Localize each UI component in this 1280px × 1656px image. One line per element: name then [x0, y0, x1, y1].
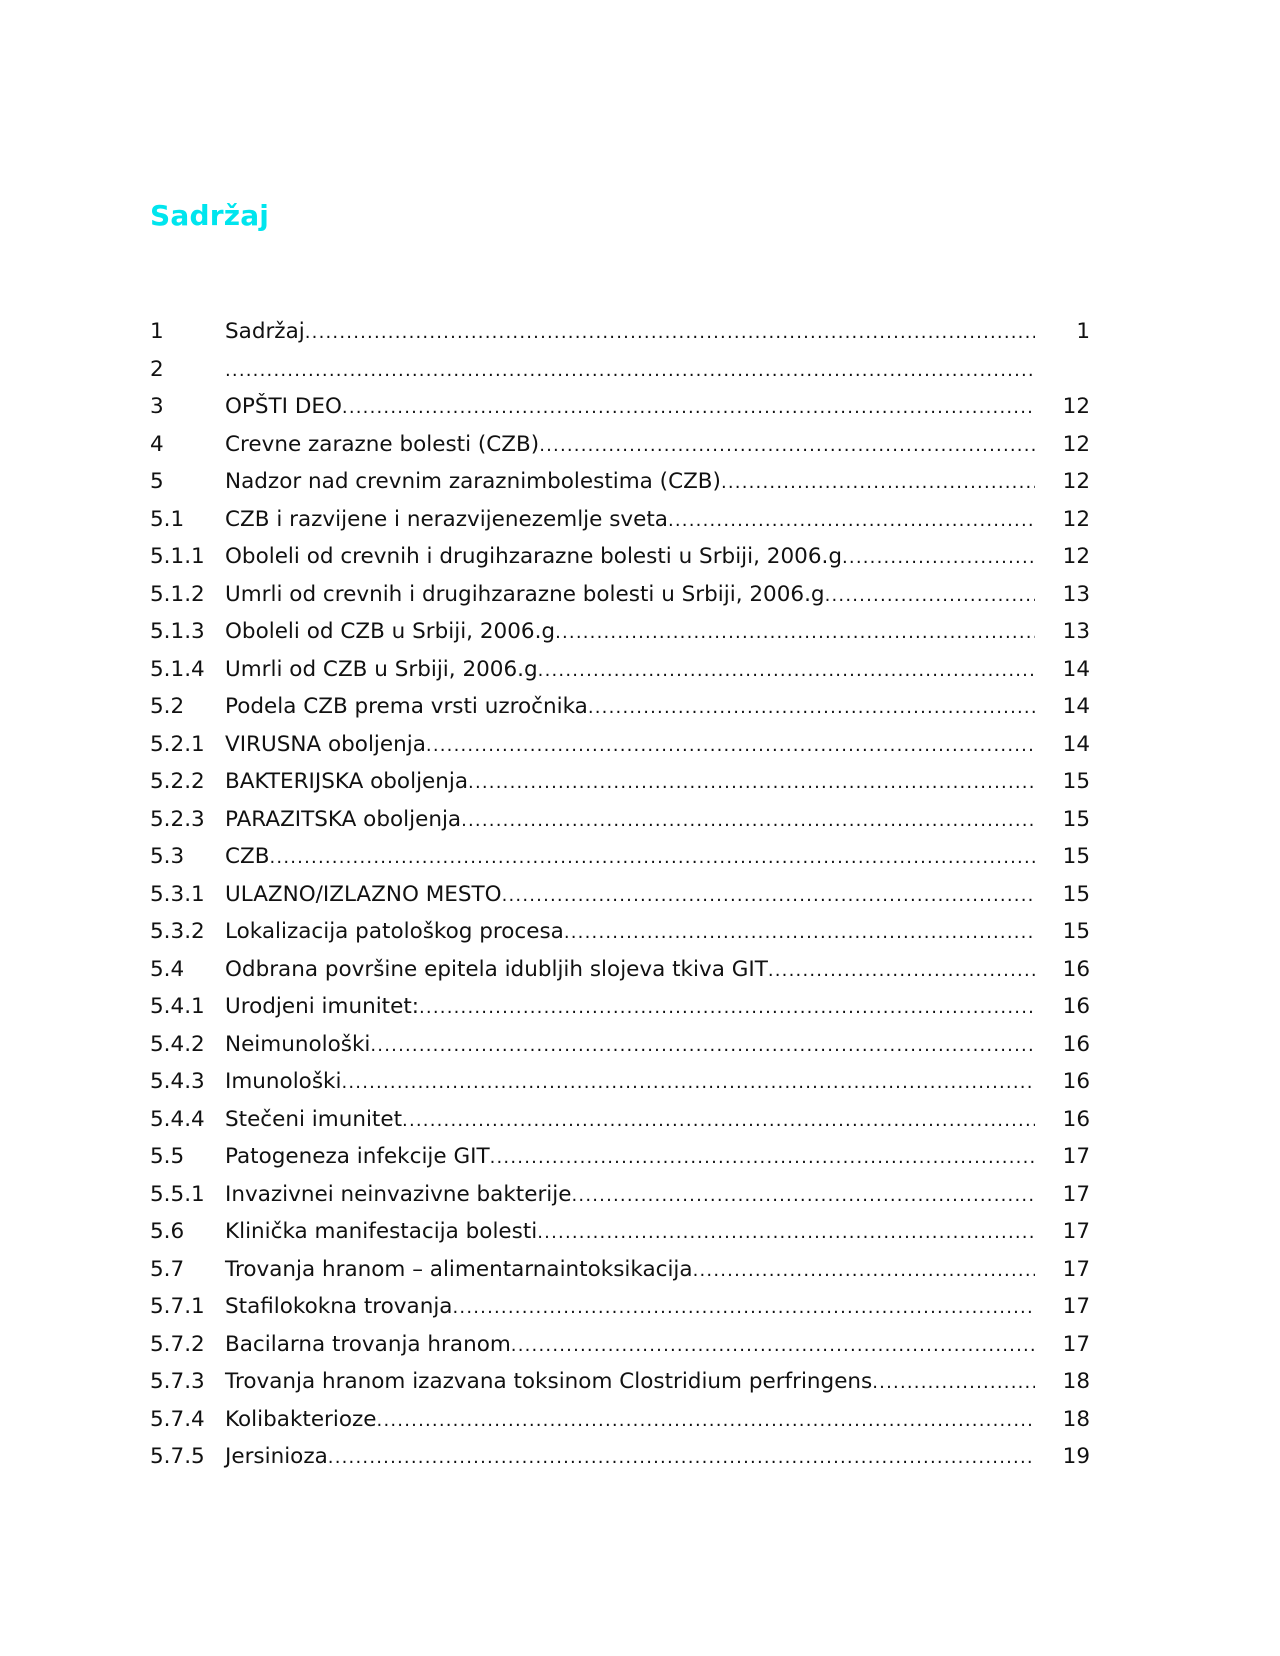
toc-entry[interactable]: [150, 913, 1090, 951]
toc-entry-page-number: 17: [1062, 1256, 1090, 1282]
toc-entry-page-number: 12: [1062, 506, 1090, 532]
toc-entry-number: 5.4.3: [150, 1069, 205, 1094]
toc-entry-title: Umrli od crevnih i drugihzarazne bolesti u Srbiji, 2006.g: [225, 581, 825, 607]
toc-entry-number: 3: [150, 394, 164, 419]
toc-entry-number: 5.7.2: [150, 1331, 205, 1357]
toc-dot-leader: [555, 613, 1035, 652]
toc-dot-leader: [668, 501, 1035, 540]
toc-entry-page-number: 16: [1062, 994, 1090, 1019]
toc-dot-leader: [342, 388, 1035, 427]
toc-dot-leader: [370, 1026, 1035, 1065]
toc-dot-leader: [426, 726, 1035, 765]
toc-dot-leader: [825, 576, 1035, 615]
toc-entry-number: 5.6: [150, 1219, 185, 1244]
toc-entry-page-number: 19: [1062, 1444, 1090, 1469]
toc-entry-number: 5.1.3: [150, 619, 205, 644]
toc-entry-page-number: 14: [1062, 656, 1090, 682]
toc-entry[interactable]: [150, 988, 1090, 1026]
toc-entry-number: 5.3: [150, 844, 185, 869]
toc-dot-leader: [305, 313, 1035, 352]
toc-entry-page-number: 16: [1062, 1031, 1090, 1057]
toc-entry[interactable]: [150, 651, 1090, 689]
toc-entry-page-number: 17: [1062, 1331, 1090, 1357]
toc-entry-page-number: 14: [1062, 694, 1090, 719]
toc-entry[interactable]: [150, 876, 1090, 914]
toc-dot-leader: [270, 838, 1036, 877]
table-of-contents: [150, 313, 1090, 1476]
toc-entry-number: 5: [150, 469, 164, 494]
toc-entry[interactable]: [150, 501, 1090, 539]
toc-entry-page-number: 15: [1062, 844, 1090, 869]
toc-entry[interactable]: [150, 613, 1090, 651]
toc-entry-number: 4: [150, 431, 164, 457]
toc-entry-title: Neimunološki: [225, 1031, 371, 1057]
toc-entry-number: 5.1.1: [150, 544, 205, 569]
toc-dot-leader: [842, 538, 1035, 577]
toc-dot-leader: [693, 1251, 1035, 1290]
toc-entry-number: 5.5.1: [150, 1181, 205, 1207]
toc-entry-title: CZB: [225, 844, 270, 869]
toc-entry[interactable]: [150, 576, 1090, 614]
toc-entry-title: Umrli od CZB u Srbiji, 2006.g: [225, 656, 538, 682]
toc-entry-title: Odbrana površine epitela idubljih slojeva tkiva GIT: [225, 956, 768, 982]
toc-entry-number: 5.7.1: [150, 1294, 205, 1319]
toc-entry-page-number: 18: [1062, 1406, 1090, 1432]
toc-entry[interactable]: [150, 688, 1090, 726]
toc-dot-leader: [872, 1363, 1035, 1402]
toc-entry-number: 5.7.3: [150, 1369, 205, 1394]
toc-entry-title: Oboleli od crevnih i drugihzarazne bolesti u Srbiji, 2006.g: [225, 544, 842, 569]
toc-entry-title: Sadržaj: [225, 319, 305, 344]
toc-entry-title: Invazivnei neinvazivne bakterije: [225, 1181, 572, 1207]
toc-dot-leader: [452, 1288, 1035, 1327]
toc-entry-title: Podela CZB prema vrsti uzročnika: [225, 694, 588, 719]
toc-dot-leader: [461, 801, 1035, 840]
toc-entry-number: 5.2.2: [150, 769, 205, 794]
toc-entry-title: ULAZNO/IZLAZNO MESTO: [225, 881, 502, 907]
toc-entry[interactable]: [150, 838, 1090, 876]
toc-entry[interactable]: [150, 538, 1090, 576]
toc-entry-page-number: 13: [1062, 581, 1090, 607]
toc-entry-title: Klinička manifestacija bolesti: [225, 1219, 538, 1244]
toc-dot-leader: [468, 763, 1035, 802]
toc-entry-title: Oboleli od CZB u Srbiji, 2006.g: [225, 619, 556, 644]
toc-entry-page-number: 1: [1076, 319, 1090, 344]
toc-entry-number: 5.2.3: [150, 806, 205, 832]
toc-entry[interactable]: [150, 1363, 1090, 1401]
toc-entry-title: Urodjeni imunitet:: [225, 994, 420, 1019]
toc-entry[interactable]: [150, 951, 1090, 989]
toc-entry-page-number: 17: [1062, 1294, 1090, 1319]
toc-dot-leader: [502, 876, 1035, 915]
toc-entry-number: 5.1.2: [150, 581, 205, 607]
toc-dot-leader: [377, 1401, 1035, 1440]
toc-entry-title: Stečeni imunitet: [225, 1106, 403, 1132]
toc-entry-title: Imunološki: [225, 1069, 342, 1094]
toc-entry-number: 1: [150, 319, 164, 344]
toc-entry-page-number: 12: [1062, 431, 1090, 457]
toc-entry-page-number: 12: [1062, 544, 1090, 569]
toc-entry-number: 5.4.2: [150, 1031, 205, 1057]
toc-entry-page-number: 18: [1062, 1369, 1090, 1394]
toc-entry-title: Stafilokokna trovanja: [225, 1294, 453, 1319]
toc-entry[interactable]: [150, 1176, 1090, 1214]
toc-dot-leader: [537, 1213, 1035, 1252]
toc-entry-number: 5.1.4: [150, 656, 205, 682]
toc-entry-page-number: 17: [1062, 1219, 1090, 1244]
toc-dot-leader: [341, 1063, 1035, 1102]
toc-entry-number: 5.7.5: [150, 1444, 205, 1469]
toc-entry[interactable]: [150, 1101, 1090, 1139]
toc-entry[interactable]: [150, 1288, 1090, 1326]
toc-entry[interactable]: [150, 1213, 1090, 1251]
toc-entry-title: Jersinioza: [225, 1444, 328, 1469]
toc-dot-leader: [490, 1138, 1035, 1177]
toc-entry-page-number: 12: [1062, 394, 1090, 419]
toc-entry-page-number: 17: [1062, 1181, 1090, 1207]
toc-entry[interactable]: [150, 1326, 1090, 1364]
toc-entry-number: 5.7: [150, 1256, 185, 1282]
toc-entry[interactable]: [150, 1063, 1090, 1101]
toc-entry-title: Trovanja hranom – alimentarnaintoksikacija: [225, 1256, 693, 1282]
toc-entry-number: 5.4: [150, 956, 185, 982]
toc-dot-leader: [402, 1101, 1035, 1140]
toc-dot-leader: [721, 463, 1035, 502]
toc-dot-leader: [768, 951, 1035, 990]
toc-dot-leader: [571, 1176, 1035, 1215]
toc-entry-number: 2: [150, 356, 164, 382]
toc-dot-leader: [419, 988, 1035, 1027]
toc-dot-leader: [328, 1438, 1035, 1477]
toc-entry-number: 5.5: [150, 1144, 185, 1169]
toc-entry-number: 5.1: [150, 506, 185, 532]
toc-entry-number: 5.2: [150, 694, 185, 719]
toc-entry[interactable]: [150, 1138, 1090, 1176]
toc-dot-leader: [538, 651, 1035, 690]
toc-dot-leader: [225, 351, 1035, 390]
toc-entry[interactable]: [150, 1401, 1090, 1439]
toc-entry-title: Patogeneza infekcije GIT: [225, 1144, 490, 1169]
toc-entry-page-number: 16: [1062, 956, 1090, 982]
toc-entry-title: Lokalizacija patološkog procesa: [225, 919, 564, 944]
toc-entry[interactable]: [150, 1026, 1090, 1064]
toc-entry[interactable]: [150, 388, 1090, 426]
toc-entry[interactable]: [150, 801, 1090, 839]
toc-dot-leader: [539, 426, 1035, 465]
toc-entry[interactable]: [150, 763, 1090, 801]
toc-entry-title: Kolibakterioze: [225, 1406, 377, 1432]
toc-entry-number: 5.7.4: [150, 1406, 205, 1432]
toc-entry-page-number: 15: [1062, 919, 1090, 944]
toc-entry[interactable]: [150, 313, 1090, 351]
toc-entry-page-number: 17: [1062, 1144, 1090, 1169]
toc-dot-leader: [511, 1326, 1035, 1365]
toc-entry-title: Crevne zarazne bolesti (CZB): [225, 431, 540, 457]
toc-entry-number: 5.2.1: [150, 731, 205, 757]
toc-entry[interactable]: [150, 426, 1090, 464]
toc-entry-title: CZB i razvijene i nerazvijenezemlje sveta: [225, 506, 668, 532]
toc-heading: Sadržaj: [150, 199, 270, 232]
toc-entry[interactable]: [150, 463, 1090, 501]
toc-entry[interactable]: [150, 1438, 1090, 1476]
toc-entry[interactable]: [150, 726, 1090, 764]
toc-entry-title: VIRUSNA oboljenja: [225, 731, 426, 757]
toc-entry-page-number: 15: [1062, 806, 1090, 832]
toc-entry-title: OPŠTI DEO: [225, 394, 342, 419]
toc-entry-page-number: 13: [1062, 619, 1090, 644]
toc-entry-title: PARAZITSKA oboljenja: [225, 806, 462, 832]
toc-entry-page-number: 12: [1062, 469, 1090, 494]
toc-entry-number: 5.3.1: [150, 881, 205, 907]
toc-entry-page-number: 15: [1062, 881, 1090, 907]
toc-entry-number: 5.4.1: [150, 994, 205, 1019]
toc-entry-page-number: 14: [1062, 731, 1090, 757]
toc-entry-title: Bacilarna trovanja hranom: [225, 1331, 511, 1357]
toc-entry-page-number: 16: [1062, 1106, 1090, 1132]
toc-entry[interactable]: [150, 1251, 1090, 1289]
toc-entry-number: 5.4.4: [150, 1106, 205, 1132]
toc-entry-page-number: 16: [1062, 1069, 1090, 1094]
toc-dot-leader: [564, 913, 1035, 952]
toc-entry-title: BAKTERIJSKA oboljenja: [225, 769, 469, 794]
toc-entry-title: Trovanja hranom izazvana toksinom Clostridium perfringens: [225, 1369, 873, 1394]
toc-dot-leader: [588, 688, 1035, 727]
toc-entry-title: Nadzor nad crevnim zaraznimbolestima (CZB): [225, 469, 721, 494]
toc-entry[interactable]: [150, 351, 1090, 389]
toc-entry-page-number: 15: [1062, 769, 1090, 794]
toc-entry-number: 5.3.2: [150, 919, 205, 944]
